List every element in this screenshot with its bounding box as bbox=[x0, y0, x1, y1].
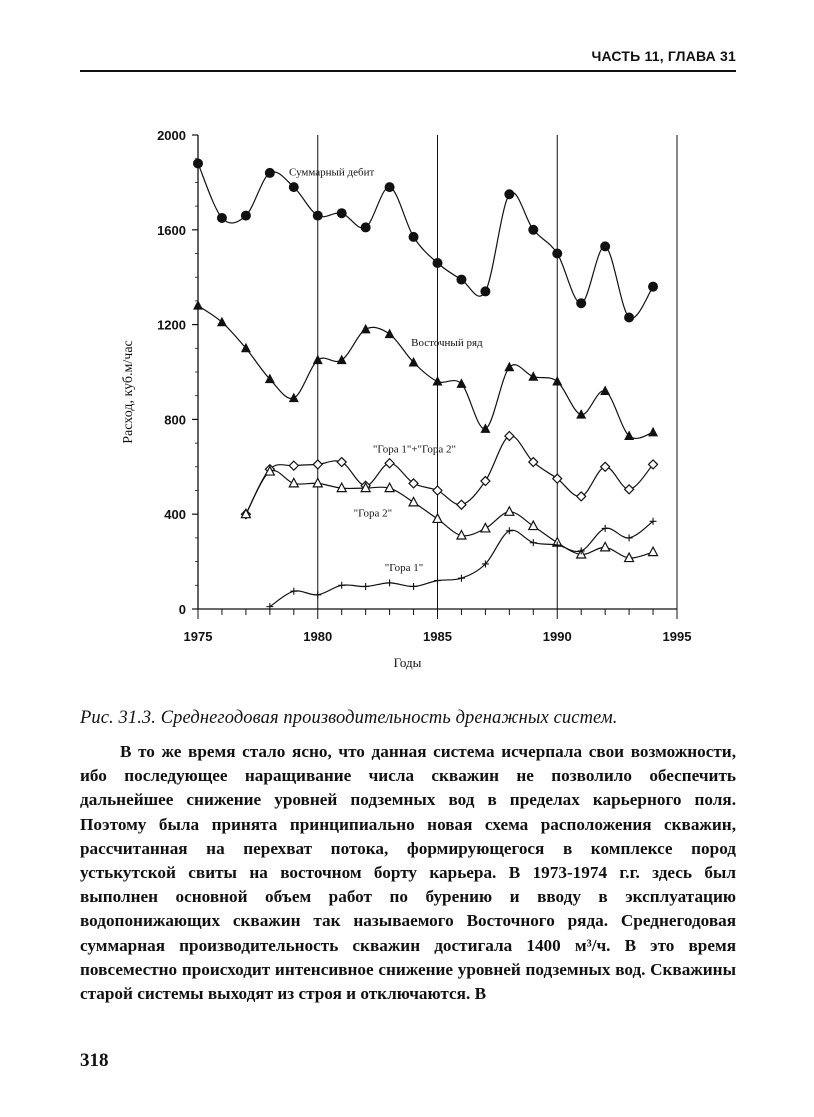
point-гора-1-1982 bbox=[362, 583, 369, 590]
point-суммарный-дебит-1976 bbox=[217, 213, 227, 223]
point-гора-1-1993 bbox=[626, 534, 633, 541]
point-гора-1-1984 bbox=[410, 583, 417, 590]
point-суммарный-дебит-1975 bbox=[193, 158, 203, 168]
y-tick-label-1200: 1200 bbox=[157, 317, 186, 333]
x-tick-label-1980: 1980 bbox=[303, 629, 333, 644]
point-гора-2-1979 bbox=[289, 478, 298, 487]
point-гора-2-1992 bbox=[601, 542, 610, 551]
drainage-chart bbox=[100, 115, 720, 680]
series-annotation-4: "Гора 1" bbox=[384, 562, 424, 575]
point-гора-1-гора-2-1986 bbox=[457, 500, 466, 509]
point-восточный-ряд-1976 bbox=[217, 317, 227, 327]
point-гора-1-1979 bbox=[290, 588, 297, 595]
point-гора-2-1980 bbox=[313, 478, 322, 487]
x-tick-label-1975: 1975 bbox=[183, 629, 213, 644]
point-суммарный-дебит-1982 bbox=[361, 222, 371, 232]
point-восточный-ряд-1983 bbox=[385, 329, 395, 339]
point-восточный-ряд-1989 bbox=[528, 371, 538, 381]
y-tick-label-1600: 1600 bbox=[157, 222, 186, 238]
point-гора-1-гора-2-1983 bbox=[385, 459, 394, 468]
point-гора-1-1989 bbox=[530, 539, 537, 546]
point-суммарный-дебит-1993 bbox=[624, 312, 634, 322]
point-гора-1-1980 bbox=[314, 591, 321, 598]
point-суммарный-дебит-1986 bbox=[456, 275, 466, 285]
point-суммарный-дебит-1984 bbox=[409, 232, 419, 242]
point-восточный-ряд-1994 bbox=[648, 427, 658, 437]
point-гора-1-1985 bbox=[434, 577, 441, 584]
point-гора-2-1994 bbox=[649, 547, 658, 556]
point-суммарный-дебит-1990 bbox=[552, 249, 562, 259]
point-суммарный-дебит-1989 bbox=[528, 225, 538, 235]
point-восточный-ряд-1982 bbox=[361, 324, 371, 334]
point-гора-1-гора-2-1991 bbox=[577, 492, 586, 501]
body-paragraph: В то же время стало ясно, что данная система исчерпала свои возможности, ибо последующее наращивание числа скважин не позволило обеспечить дальнейшее снижение уровней подземных вод в пределах карьерного поля. Поэтому была принята принципиально новая схема расположения скважин, рассчитанная на перехват потока, формирующегося в комплексе пород устькутской свиты на восточном борту карьера. В 1973-1974 г.г. здесь был выполнен основной объем работ по бурению и вводу в эксплуатацию водопонижающих скважин так называемого Восточного ряда. Среднегодовая суммарная производительность скважин достигала 1400 м³/ч. В это время повсеместно происходит интенсивное снижение уровней подземных вод. Скважины старой системы выходят из строя и отключаются. В bbox=[80, 742, 736, 1004]
y-tick-label-2000: 2000 bbox=[157, 128, 186, 143]
point-восточный-ряд-1985 bbox=[433, 376, 443, 386]
x-tick-label-1995: 1995 bbox=[662, 629, 692, 644]
point-гора-1-гора-2-1993 bbox=[625, 485, 634, 494]
series-annotation-0: Суммарный дебит bbox=[289, 166, 375, 179]
point-гора-1-гора-2-1985 bbox=[433, 486, 442, 495]
y-tick-label-400: 400 bbox=[164, 507, 186, 523]
point-гора-1-гора-2-1987 bbox=[481, 477, 490, 486]
series-annotation-1: Восточный ряд bbox=[411, 336, 483, 349]
point-суммарный-дебит-1992 bbox=[600, 241, 610, 251]
page-number: 318 bbox=[80, 1050, 109, 1071]
point-восточный-ряд-1979 bbox=[289, 393, 299, 403]
header-rule bbox=[80, 70, 736, 72]
point-гора-1-гора-2-1992 bbox=[601, 462, 610, 471]
figure-caption: Рис. 31.3. Среднегодовая производительность дренажных систем. bbox=[80, 708, 618, 728]
series-annotation-3: "Гора 2" bbox=[353, 507, 393, 520]
point-гора-1-1992 bbox=[602, 525, 609, 532]
chart-svg bbox=[100, 115, 720, 680]
x-axis-label: Годы bbox=[393, 655, 422, 670]
point-гора-2-1989 bbox=[529, 521, 538, 530]
point-гора-2-1984 bbox=[409, 497, 418, 506]
point-гора-2-1985 bbox=[433, 514, 442, 523]
point-восточный-ряд-1975 bbox=[193, 300, 203, 310]
point-суммарный-дебит-1988 bbox=[504, 189, 514, 199]
point-восточный-ряд-1990 bbox=[552, 376, 562, 386]
point-восточный-ряд-1986 bbox=[456, 378, 466, 388]
point-суммарный-дебит-1978 bbox=[265, 168, 275, 178]
point-суммарный-дебит-1991 bbox=[576, 298, 586, 308]
point-восточный-ряд-1988 bbox=[504, 362, 514, 372]
point-гора-2-1987 bbox=[481, 523, 490, 532]
point-суммарный-дебит-1980 bbox=[313, 211, 323, 221]
point-восточный-ряд-1980 bbox=[313, 355, 323, 365]
series-annotation-2: "Гора 1"+"Гора 2" bbox=[372, 443, 457, 456]
point-гора-1-1986 bbox=[458, 575, 465, 582]
point-восточный-ряд-1992 bbox=[600, 385, 610, 395]
x-tick-label-1985: 1985 bbox=[423, 629, 452, 644]
running-header: ЧАСТЬ 11, ГЛАВА 31 bbox=[591, 48, 736, 64]
point-суммарный-дебит-1994 bbox=[648, 282, 658, 292]
point-суммарный-дебит-1979 bbox=[289, 182, 299, 192]
y-axis-label: Расход, куб.м/час bbox=[121, 340, 136, 444]
point-суммарный-дебит-1983 bbox=[385, 182, 395, 192]
point-гора-1-1983 bbox=[386, 579, 393, 586]
point-гора-2-1988 bbox=[505, 507, 514, 515]
point-суммарный-дебит-1977 bbox=[241, 211, 251, 221]
point-суммарный-дебит-1981 bbox=[337, 208, 347, 218]
point-гора-1-1981 bbox=[338, 582, 345, 589]
x-tick-label-1990: 1990 bbox=[542, 629, 572, 644]
point-гора-1-гора-2-1980 bbox=[313, 460, 322, 469]
series-line-суммарный-дебит bbox=[198, 163, 653, 318]
y-tick-label-800: 800 bbox=[164, 412, 186, 428]
point-суммарный-дебит-1985 bbox=[433, 258, 443, 268]
point-гора-1-гора-2-1979 bbox=[289, 461, 298, 470]
point-суммарный-дебит-1987 bbox=[480, 286, 490, 296]
y-tick-label-0: 0 bbox=[178, 602, 186, 617]
